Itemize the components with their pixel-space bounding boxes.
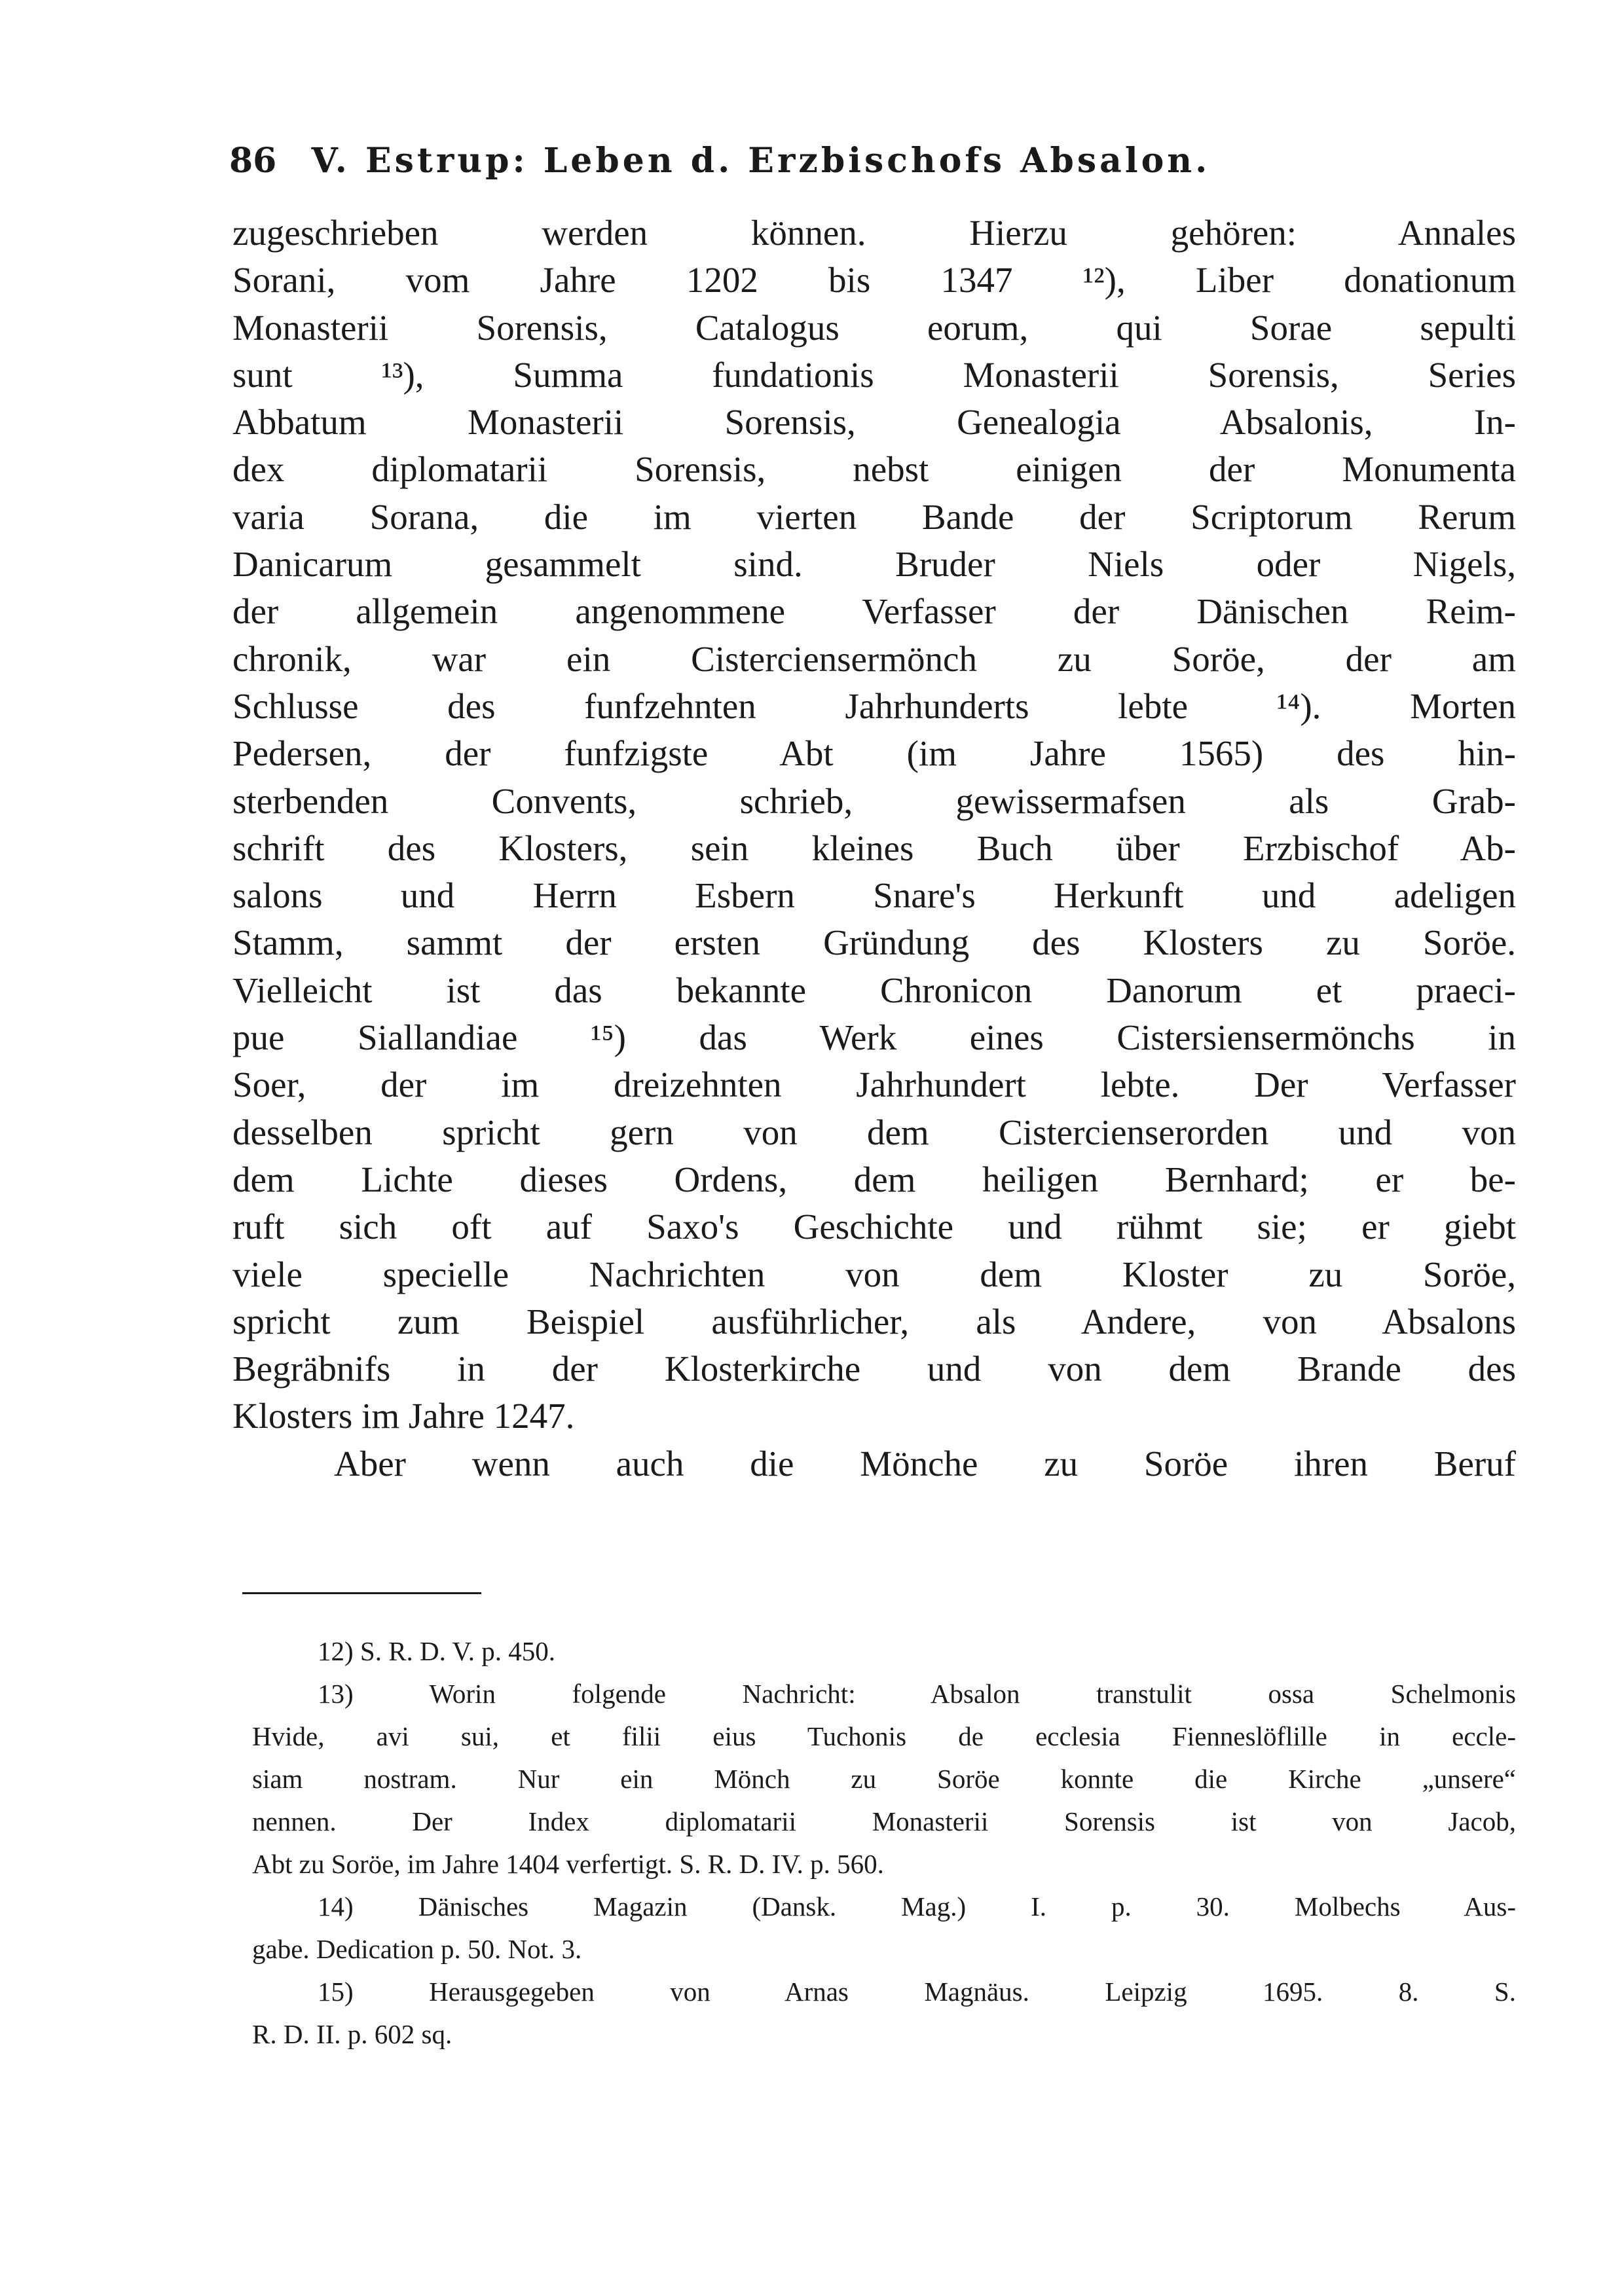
running-title: V. Estrup: Leben d. Erzbischofs Absalon.	[311, 141, 1211, 181]
text-line: Stamm, sammt der ersten Gründung des Klosters zu Soröe.	[232, 922, 1516, 963]
text-line: Vielleicht ist das bekannte Chronicon Danorum et praeci-	[232, 970, 1516, 1010]
text-line: dex diplomatarii Sorensis, nebst einigen der Monumenta	[232, 449, 1516, 490]
footnote-line: 14) Dänisches Magazin (Dansk. Mag.) I. p. 30. Molbechs Aus-	[318, 1891, 1516, 1922]
footnote-separator	[242, 1592, 481, 1594]
text-line: desselben spricht gern von dem Cistercienserorden und von	[232, 1112, 1516, 1152]
text-line: salons und Herrn Esbern Snare's Herkunft und adeligen	[232, 875, 1516, 916]
text-line: der allgemein angenommene Verfasser der Dänischen Reim-	[232, 591, 1516, 632]
text-line: Soer, der im dreizehnten Jahrhundert lebte. Der Verfasser	[232, 1065, 1516, 1105]
text-line: pue Siallandiae ¹⁵) das Werk eines Cistersiensermönchs in	[232, 1017, 1516, 1058]
text-line: Abbatum Monasterii Sorensis, Genealogia Absalonis, In-	[232, 402, 1516, 443]
text-line: Aber wenn auch die Mönche zu Soröe ihren Beruf	[334, 1443, 1516, 1484]
footnote-line: gabe. Dedication p. 50. Not. 3.	[252, 1934, 582, 1964]
text-line: Pedersen, der funfzigste Abt (im Jahre 1565) des hin-	[232, 733, 1516, 774]
footnote-line: 12) S. R. D. V. p. 450.	[318, 1636, 555, 1666]
footnote-line: nennen. Der Index diplomatarii Monasterii Sorensis ist von Jacob,	[252, 1806, 1516, 1836]
text-line: schrift des Klosters, sein kleines Buch über Erzbischof Ab-	[232, 828, 1516, 868]
text-line: zugeschrieben werden können. Hierzu gehören: Annales	[232, 213, 1516, 253]
main-text	[232, 210, 1516, 1487]
text-line: Schlusse des funfzehnten Jahrhunderts lebte ¹⁴). Morten	[232, 685, 1516, 726]
text-line: Sorani, vom Jahre 1202 bis 1347 ¹²), Liber donationum	[232, 260, 1516, 301]
footnote-line: 13) Worin folgende Nachricht: Absalon transtulit ossa Schelmonis	[318, 1679, 1516, 1709]
footnote-line: Abt zu Soröe, im Jahre 1404 verfertigt. S. R. D. IV. p. 560.	[252, 1849, 884, 1879]
text-line: ruft sich oft auf Saxo's Geschichte und rühmt sie; er giebt	[232, 1207, 1516, 1247]
text-line: dem Lichte dieses Ordens, dem heiligen Bernhard; er be-	[232, 1159, 1516, 1199]
text-line: Klosters im Jahre 1247.	[232, 1396, 575, 1436]
footnote-line: R. D. II. p. 602 sq.	[252, 2019, 452, 2049]
text-line: Danicarum gesammelt sind. Bruder Niels oder Nigels,	[232, 544, 1516, 585]
footnote-line: 15) Herausgegeben von Arnas Magnäus. Leipzig 1695. 8. S.	[318, 1977, 1516, 2007]
text-line: Begräbnifs in der Klosterkirche und von dem Brande des	[232, 1349, 1516, 1389]
page-number: 86	[229, 141, 277, 181]
text-line: viele specielle Nachrichten von dem Kloster zu Soröe,	[232, 1254, 1516, 1294]
running-header	[229, 141, 1519, 181]
footnote-line: siam nostram. Nur ein Mönch zu Soröe konnte die Kirche „unsere“	[252, 1764, 1516, 1794]
text-line: sterbenden Convents, schrieb, gewissermafsen als Grab-	[232, 780, 1516, 821]
text-line: chronik, war ein Cisterciensermönch zu Soröe, der am	[232, 638, 1516, 679]
footnote-line: Hvide, avi sui, et filii eius Tuchonis de ecclesia Fienneslöflille in eccle-	[252, 1721, 1516, 1751]
footnotes	[252, 1630, 1516, 2056]
text-line: sunt ¹³), Summa fundationis Monasterii Sorensis, Series	[232, 354, 1516, 395]
text-line: Monasterii Sorensis, Catalogus eorum, qui Sorae sepulti	[232, 307, 1516, 348]
text-line: varia Sorana, die im vierten Bande der Scriptorum Rerum	[232, 496, 1516, 537]
text-line: spricht zum Beispiel ausführlicher, als Andere, von Absalons	[232, 1301, 1516, 1341]
